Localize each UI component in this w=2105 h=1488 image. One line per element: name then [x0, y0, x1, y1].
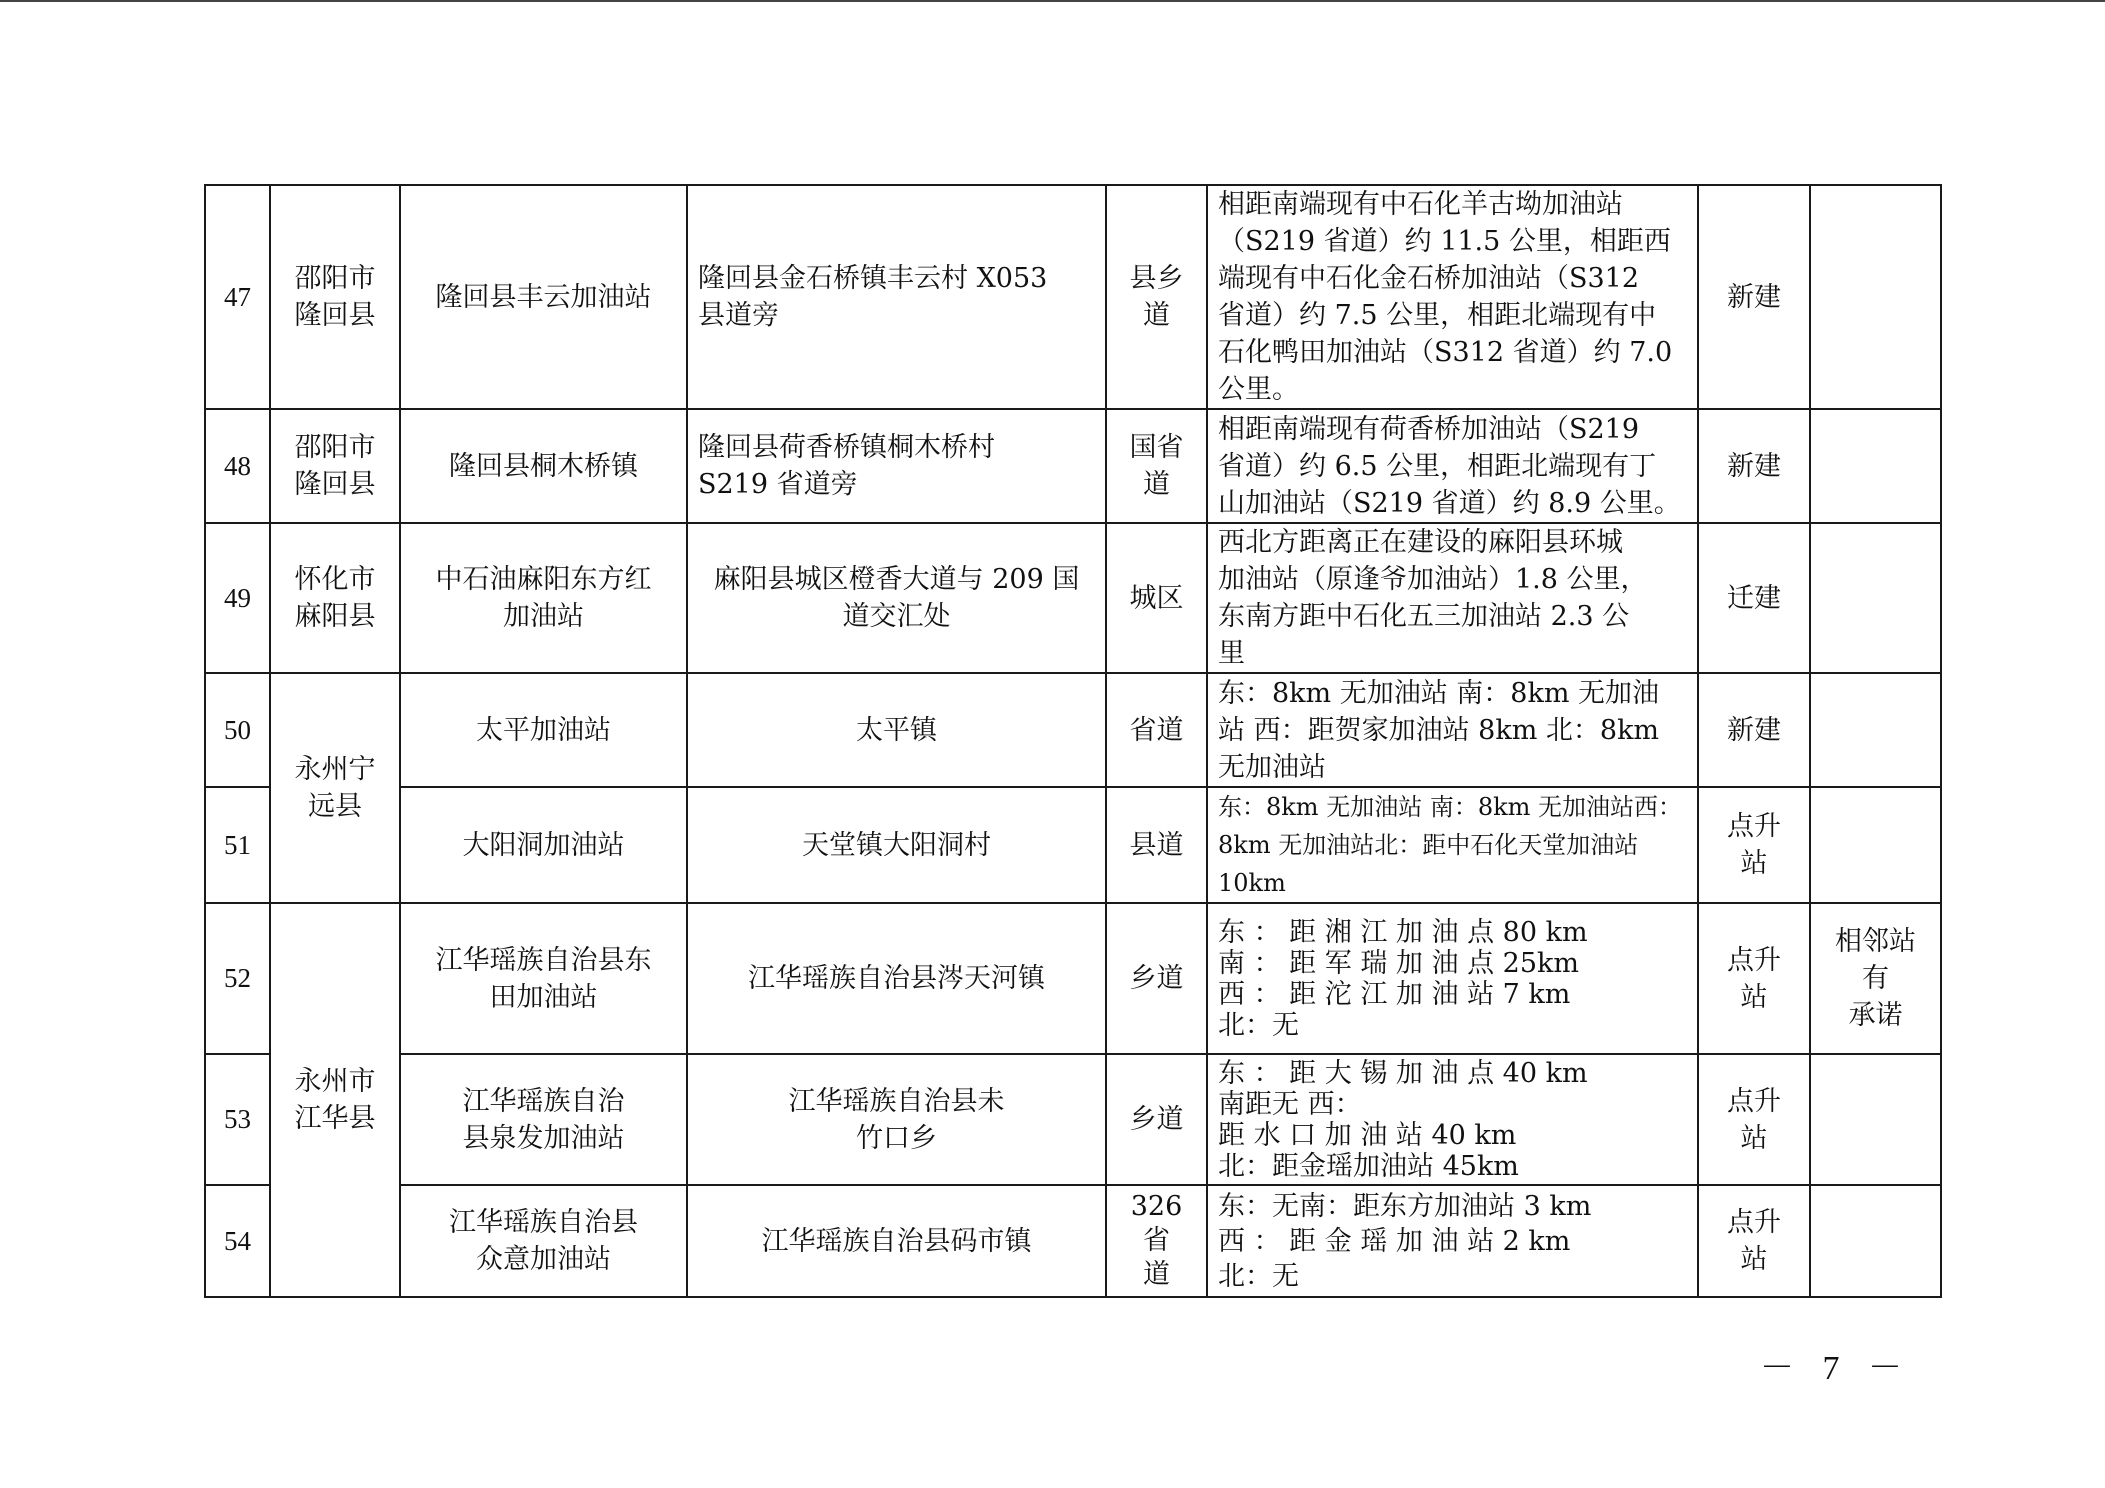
location-cell: 太平镇	[687, 673, 1106, 787]
row-number: 54	[205, 1185, 270, 1297]
remark-cell	[1810, 787, 1941, 903]
distance-cell: 东：8km 无加油站 南：8km 无加油 站 西：距贺家加油站 8km 北：8km 无加油站	[1207, 673, 1698, 787]
station-name-cell: 隆回县丰云加油站	[400, 185, 687, 409]
road-cell: 乡道	[1106, 903, 1207, 1054]
location-cell: 江华瑶族自治县涔天河镇	[687, 903, 1106, 1054]
table-row	[205, 903, 1941, 1054]
distance-cell: 东 ： 距 湘 江 加 油 点 80 km 南 ： 距 军 瑞 加 油 点 25km 西 ： 距 沱 江 加 油 站 7 km 北：无	[1207, 903, 1698, 1054]
region-cell: 怀化市 麻阳县	[270, 523, 400, 673]
page-number: － 7 －	[1760, 1350, 1912, 1387]
row-number: 47	[205, 185, 270, 409]
remark-cell	[1810, 409, 1941, 523]
table-row	[205, 673, 1941, 787]
remark-cell	[1810, 1054, 1941, 1185]
road-cell: 326 省 道	[1106, 1185, 1207, 1297]
location-cell: 麻阳县城区橙香大道与 209 国 道交汇处	[687, 523, 1106, 673]
road-cell: 国省 道	[1106, 409, 1207, 523]
table-row	[205, 523, 1941, 673]
build-type-cell: 迁建	[1698, 523, 1810, 673]
location-cell: 江华瑶族自治县未 竹口乡	[687, 1054, 1106, 1185]
road-cell: 县乡 道	[1106, 185, 1207, 409]
distance-cell: 相距南端现有荷香桥加油站（S219 省道）约 6.5 公里，相距北端现有丁 山加油站（S219 省道）约 8.9 公里。	[1207, 409, 1698, 523]
table-row	[205, 1054, 1941, 1185]
road-cell: 县道	[1106, 787, 1207, 903]
station-name-cell: 江华瑶族自治县东 田加油站	[400, 903, 687, 1054]
location-cell: 天堂镇大阳洞村	[687, 787, 1106, 903]
region-cell: 邵阳市 隆回县	[270, 409, 400, 523]
row-number: 52	[205, 903, 270, 1054]
region-cell: 邵阳市 隆回县	[270, 185, 400, 409]
row-number: 53	[205, 1054, 270, 1185]
remark-cell	[1810, 185, 1941, 409]
road-cell: 城区	[1106, 523, 1207, 673]
remark-cell	[1810, 523, 1941, 673]
road-cell: 省道	[1106, 673, 1207, 787]
station-name-cell: 江华瑶族自治县 众意加油站	[400, 1185, 687, 1297]
build-type-cell: 点升 站	[1698, 1185, 1810, 1297]
row-number: 50	[205, 673, 270, 787]
build-type-cell: 点升 站	[1698, 903, 1810, 1054]
station-name-cell: 大阳洞加油站	[400, 787, 687, 903]
remark-cell	[1810, 1185, 1941, 1297]
station-name-cell: 中石油麻阳东方红 加油站	[400, 523, 687, 673]
remark-cell: 相邻站 有 承诺	[1810, 903, 1941, 1054]
distance-cell: 东：8km 无加油站 南：8km 无加油站西： 8km 无加油站北：距中石化天堂加油站 10km	[1207, 787, 1698, 903]
location-cell: 隆回县金石桥镇丰云村 X053 县道旁	[687, 185, 1106, 409]
table-row	[205, 409, 1941, 523]
row-number: 49	[205, 523, 270, 673]
location-cell: 隆回县荷香桥镇桐木桥村 S219 省道旁	[687, 409, 1106, 523]
build-type-cell: 新建	[1698, 409, 1810, 523]
gas-station-table	[204, 184, 1942, 1298]
remark-cell	[1810, 673, 1941, 787]
station-name-cell: 隆回县桐木桥镇	[400, 409, 687, 523]
table-row	[205, 185, 1941, 409]
region-cell: 永州市 江华县	[270, 903, 400, 1297]
distance-cell: 东 ： 距 大 锡 加 油 点 40 km 南距无 西： 距 水 口 加 油 站 40 km 北：距金瑶加油站 45km	[1207, 1054, 1698, 1185]
distance-cell: 东：无南：距东方加油站 3 km 西 ： 距 金 瑶 加 油 站 2 km 北：无	[1207, 1185, 1698, 1297]
row-number: 51	[205, 787, 270, 903]
row-number: 48	[205, 409, 270, 523]
build-type-cell: 点升 站	[1698, 1054, 1810, 1185]
location-cell: 江华瑶族自治县码市镇	[687, 1185, 1106, 1297]
build-type-cell: 新建	[1698, 673, 1810, 787]
station-name-cell: 太平加油站	[400, 673, 687, 787]
station-name-cell: 江华瑶族自治 县泉发加油站	[400, 1054, 687, 1185]
build-type-cell: 新建	[1698, 185, 1810, 409]
region-cell: 永州宁 远县	[270, 673, 400, 903]
table-row	[205, 787, 1941, 903]
top-rule	[0, 0, 2105, 2]
table-row	[205, 1185, 1941, 1297]
distance-cell: 相距南端现有中石化羊古坳加油站 （S219 省道）约 11.5 公里，相距西 端现有中石化金石桥加油站（S312 省道）约 7.5 公里，相距北端现有中 石化鸭田加油站（S312 省道）约 7.0 公里。	[1207, 185, 1698, 409]
distance-cell: 西北方距离正在建设的麻阳县环城 加油站（原逢爷加油站）1.8 公里， 东南方距中石化五三加油站 2.3 公 里	[1207, 523, 1698, 673]
build-type-cell: 点升 站	[1698, 787, 1810, 903]
road-cell: 乡道	[1106, 1054, 1207, 1185]
